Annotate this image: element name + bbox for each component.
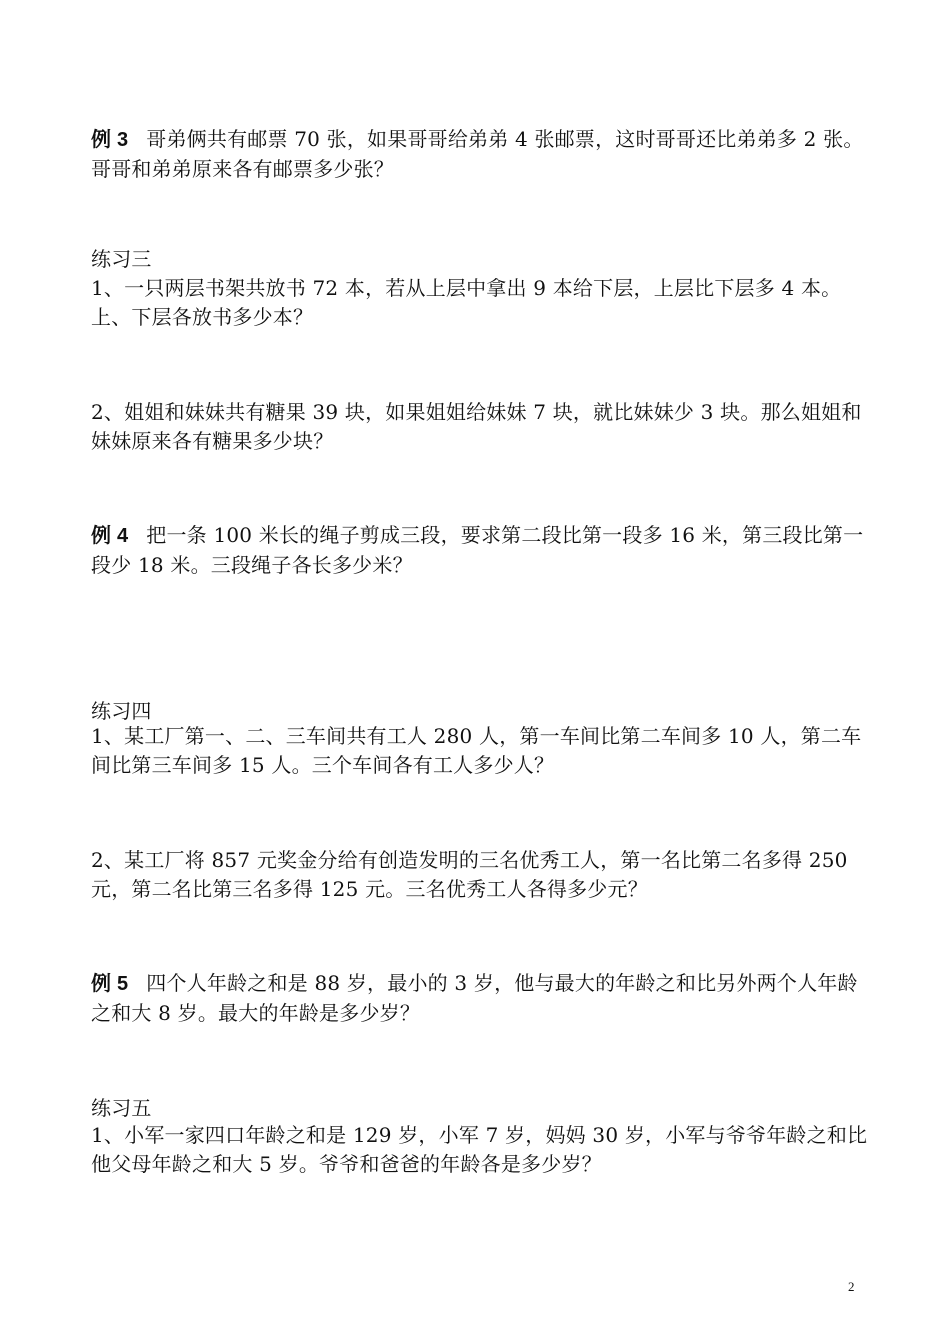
example-3-label: 例 3 xyxy=(91,129,129,151)
example-5-label: 例 5 xyxy=(91,973,129,995)
example-3 xyxy=(91,125,871,184)
practice-4-question-2: 2、某工厂将 857 元奖金分给有创造发明的三名优秀工人，第一名比第二名多得 250 元，第二名比第三名多得 125 元。三名优秀工人各得多少元？ xyxy=(91,848,848,901)
practice-5-question-1: 1、小军一家四口年龄之和是 129 岁，小军 7 岁，妈妈 30 岁，小军与爷爷年龄之和比他父母年龄之和大 5 岁。爷爷和爸爸的年龄各是多少岁？ xyxy=(91,1123,868,1176)
practice-3-question-1: 1、一只两层书架共放书 72 本，若从上层中拿出 9 本给下层，上层比下层多 4 本。上、下层各放书多少本？ xyxy=(91,276,842,329)
example-4 xyxy=(91,521,871,580)
practice-3-question-2: 2、姐姐和妹妹共有糖果 39 块，如果姐姐给妹妹 7 块，就比妹妹少 3 块。那么姐姐和妹妹原来各有糖果多少块？ xyxy=(91,400,862,453)
example-5 xyxy=(91,969,871,1028)
page-number: 2 xyxy=(848,1279,855,1294)
practice-3-title: 练习三 xyxy=(91,247,152,271)
practice-4-title: 练习四 xyxy=(91,699,152,723)
practice-5-title: 练习五 xyxy=(91,1096,152,1120)
example-3-text: 哥弟俩共有邮票 70 张，如果哥哥给弟弟 4 张邮票，这时哥哥还比弟弟多 2 张。哥哥和弟弟原来各有邮票多少张？ xyxy=(91,127,864,181)
practice-4-question-1: 1、某工厂第一、二、三车间共有工人 280 人，第一车间比第二车间多 10 人，第二车间比第三车间多 15 人。三个车间各有工人多少人？ xyxy=(91,724,862,777)
example-5-text: 四个人年龄之和是 88 岁，最小的 3 岁，他与最大的年龄之和比另外两个人年龄之和大 8 岁。最大的年龄是多少岁？ xyxy=(91,971,858,1025)
example-4-label: 例 4 xyxy=(91,525,129,547)
example-4-text: 把一条 100 米长的绳子剪成三段，要求第二段比第一段多 16 米，第三段比第一段少 18 米。三段绳子各长多少米？ xyxy=(91,523,864,577)
